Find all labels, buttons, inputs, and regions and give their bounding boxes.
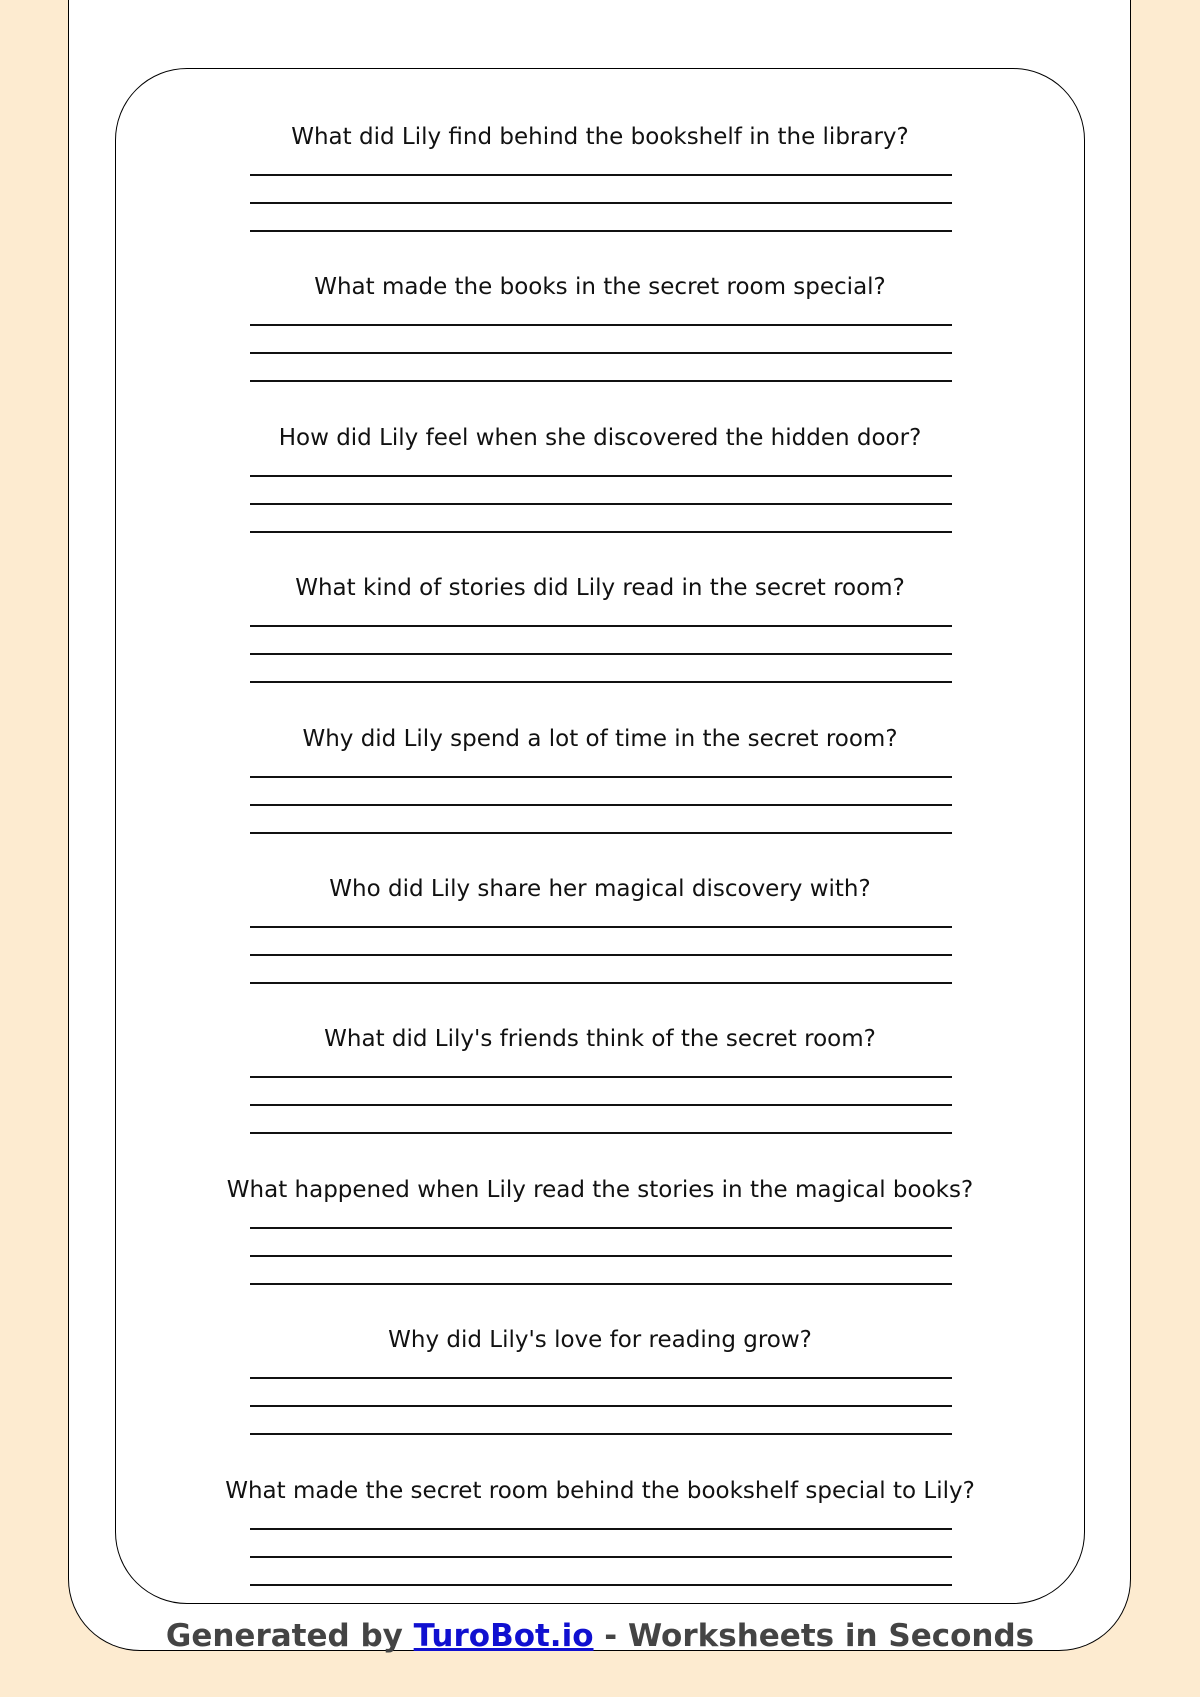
- question-item: [0, 1172, 1200, 1322]
- question-item: [0, 1322, 1200, 1472]
- question-text: Who did Lily share her magical discovery with?: [329, 875, 871, 902]
- answer-line: [250, 230, 952, 232]
- answer-line: [250, 531, 952, 533]
- question-text: What did Lily find behind the bookshelf in the library?: [291, 124, 909, 150]
- answer-line: [250, 954, 952, 956]
- answer-line: [250, 202, 952, 204]
- question-text: What did Lily's friends think of the secret room?: [324, 1026, 876, 1053]
- turobot-link[interactable]: TuroBot.io: [413, 1618, 594, 1654]
- answer-line: [250, 503, 952, 505]
- answer-line: [250, 1132, 952, 1134]
- answer-line: [250, 926, 952, 928]
- answer-line: [250, 653, 952, 655]
- answer-line: [250, 776, 952, 778]
- footer-credit: [0, 1618, 1200, 1654]
- answer-line: [250, 1227, 952, 1229]
- answer-line: [250, 832, 952, 834]
- question-item: [0, 570, 1200, 720]
- question-item: [0, 1473, 1200, 1623]
- question-text: Why did Lily's love for reading grow?: [388, 1327, 812, 1354]
- question-item: [0, 420, 1200, 570]
- question-item: [0, 119, 1200, 269]
- answer-line: [250, 1283, 952, 1285]
- answer-line: [250, 324, 952, 326]
- footer-prefix: Generated by: [165, 1618, 414, 1654]
- answer-line: [250, 475, 952, 477]
- answer-line: [250, 625, 952, 627]
- question-text: Why did Lily spend a lot of time in the secret room?: [302, 725, 898, 752]
- answer-line: [250, 681, 952, 683]
- answer-line: [250, 1377, 952, 1379]
- answer-line: [250, 380, 952, 382]
- question-item: [0, 721, 1200, 871]
- question-text: What kind of stories did Lily read in the secret room?: [295, 575, 905, 602]
- answer-line: [250, 1584, 952, 1586]
- answer-line: [250, 1076, 952, 1078]
- question-list: [0, 119, 1200, 1623]
- answer-line: [250, 1433, 952, 1435]
- question-text: What made the books in the secret room special?: [314, 274, 886, 301]
- question-text: What made the secret room behind the bookshelf special to Lily?: [225, 1477, 975, 1504]
- answer-line: [250, 174, 952, 176]
- answer-line: [250, 1528, 952, 1530]
- question-text: What happened when Lily read the stories in the magical books?: [226, 1176, 974, 1203]
- answer-line: [250, 982, 952, 984]
- answer-line: [250, 804, 952, 806]
- answer-line: [250, 1104, 952, 1106]
- answer-line: [250, 1556, 952, 1558]
- answer-line: [250, 1405, 952, 1407]
- question-item: [0, 269, 1200, 419]
- answer-line: [250, 352, 952, 354]
- question-item: [0, 1021, 1200, 1171]
- question-item: [0, 871, 1200, 1021]
- footer-suffix: - Worksheets in Seconds: [593, 1618, 1035, 1654]
- answer-line: [250, 1255, 952, 1257]
- question-text: How did Lily feel when she discovered the hidden door?: [278, 424, 922, 451]
